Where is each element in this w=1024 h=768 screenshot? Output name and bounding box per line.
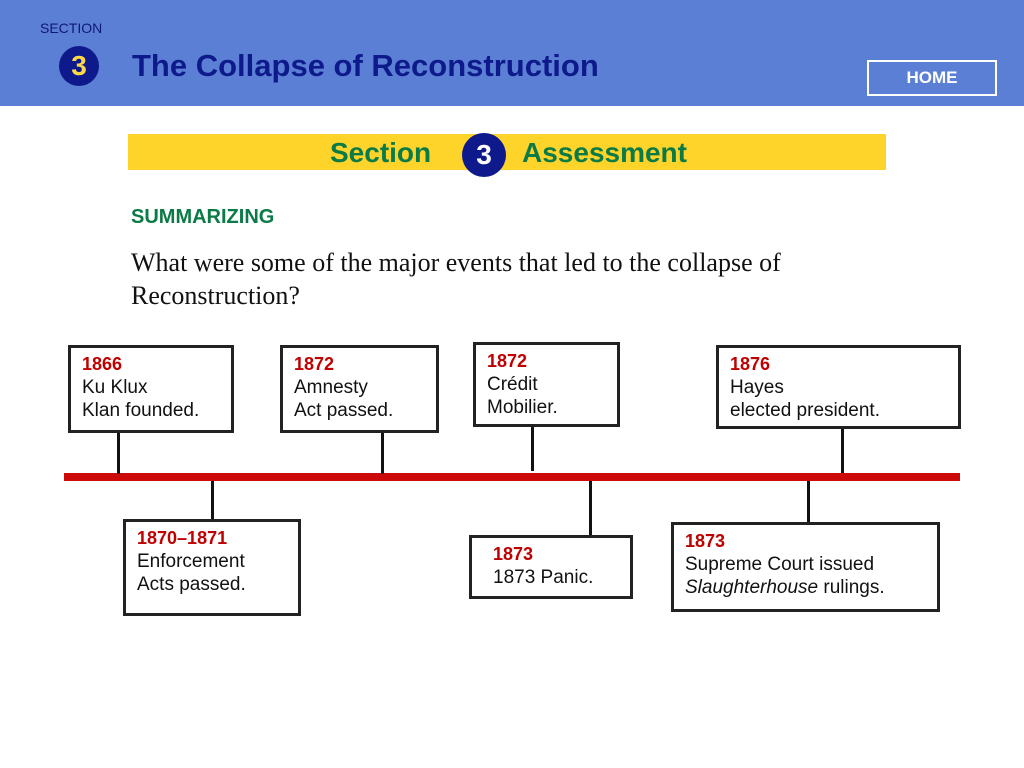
event-year: 1873 bbox=[685, 531, 726, 551]
event-text: Enforcement Acts passed. bbox=[137, 551, 246, 595]
event-box bbox=[280, 345, 439, 433]
event-text: Amnesty Act passed. bbox=[294, 377, 394, 421]
connector-1872-credit bbox=[531, 425, 534, 471]
event-box bbox=[68, 345, 234, 433]
event-text-italic: Slaughterhouse bbox=[685, 577, 819, 598]
event-text: 1873 Panic. bbox=[493, 567, 594, 588]
home-button[interactable]: HOME bbox=[867, 60, 997, 96]
event-box bbox=[716, 345, 961, 429]
event-text: Hayes elected president. bbox=[730, 377, 880, 421]
event-text-part: rulings. bbox=[818, 577, 885, 598]
connector-1876 bbox=[841, 427, 844, 473]
connector-1870 bbox=[211, 481, 214, 521]
banner-assessment-label: Assessment bbox=[522, 137, 687, 168]
event-box bbox=[671, 522, 940, 612]
event-box bbox=[473, 342, 620, 427]
section-number-badge: 3 bbox=[59, 46, 99, 86]
connector-1872-amnesty bbox=[381, 431, 384, 474]
event-box bbox=[123, 519, 301, 616]
event-text-part: Supreme Court issued bbox=[685, 554, 875, 575]
event-text: Crédit Mobilier. bbox=[487, 374, 558, 418]
header-bar bbox=[0, 0, 1024, 106]
connector-1873-court bbox=[807, 481, 810, 524]
assessment-banner bbox=[128, 134, 886, 170]
event-text: Ku Klux Klan founded. bbox=[82, 377, 200, 421]
event-year: 1876 bbox=[730, 354, 771, 374]
banner-section-number: 3 bbox=[462, 133, 506, 177]
connector-1866 bbox=[117, 431, 120, 474]
event-year: 1870–1871 bbox=[137, 528, 228, 548]
connector-1873-panic bbox=[589, 481, 592, 537]
timeline-line bbox=[64, 473, 960, 481]
event-year: 1866 bbox=[82, 354, 123, 374]
event-year: 1872 bbox=[487, 351, 528, 371]
question-text: What were some of the major events that led to the collapse of Reconstruction? bbox=[131, 248, 781, 310]
event-box bbox=[469, 535, 633, 599]
banner-section-label: Section bbox=[330, 137, 432, 168]
event-text bbox=[685, 553, 937, 599]
section-label: SECTION bbox=[40, 20, 103, 36]
page-title: The Collapse of Reconstruction bbox=[132, 48, 599, 83]
event-year: 1872 bbox=[294, 354, 335, 374]
event-year: 1873 bbox=[493, 544, 534, 564]
summarizing-heading: SUMMARIZING bbox=[131, 206, 275, 228]
